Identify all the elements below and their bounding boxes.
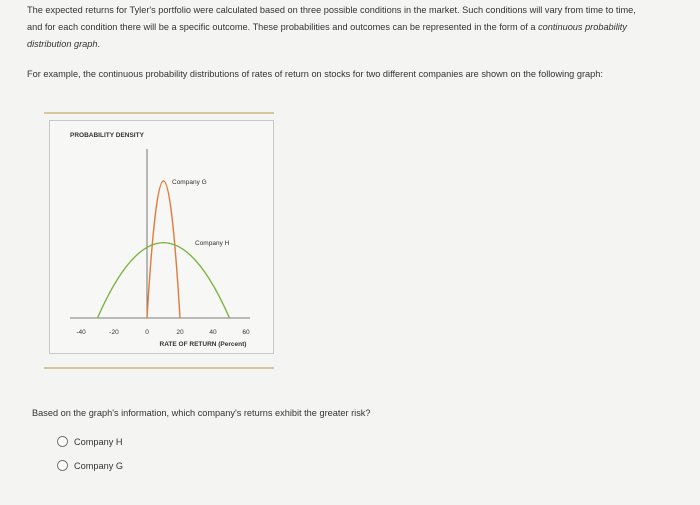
company-g-label: Company G <box>172 179 207 186</box>
company-h-label: Company H <box>195 240 230 247</box>
x-tick-label: 20 <box>176 329 184 336</box>
intro-line-3-italic: distribution graph <box>27 39 98 49</box>
company-h-curve <box>98 243 230 318</box>
x-tick-label: -20 <box>109 329 119 336</box>
x-tick-label: 60 <box>242 329 250 336</box>
company-g-curve <box>147 181 180 318</box>
intro-line-3-end: . <box>97 39 101 49</box>
x-tick-label: 0 <box>145 329 149 336</box>
intro-line-2-italic: continuous probability <box>538 22 627 32</box>
figure-bottom-rule <box>44 367 274 369</box>
intro-line-1: The expected returns for Tyler's portfolio were calculated based on three possible conditions in the market. Such conditions will vary from time to time, <box>27 5 636 15</box>
option-company-g-label: Company G <box>74 460 124 471</box>
option-company-g[interactable] <box>57 460 123 471</box>
option-company-h[interactable] <box>57 436 123 447</box>
y-axis-label: PROBABILITY DENSITY <box>70 132 144 139</box>
x-axis-label: RATE OF RETURN (Percent) <box>159 341 247 348</box>
intro-paragraph <box>27 2 699 53</box>
question-text: Based on the graph's information, which company's returns exhibit the greater risk? <box>32 408 371 418</box>
option-company-h-label: Company H <box>74 436 123 447</box>
example-paragraph: For example, the continuous probability distributions of rates of return on stocks for two different companies are shown on the following graph: <box>27 69 603 79</box>
probability-chart <box>49 120 274 354</box>
chart-svg <box>50 121 273 353</box>
figure-top-rule <box>44 112 274 114</box>
intro-line-2: and for each condition there will be a specific outcome. These probabilities and outcomes can be represented in the form of a <box>27 22 539 32</box>
x-tick-label: 40 <box>209 329 217 336</box>
radio-company-h[interactable] <box>57 436 68 447</box>
x-tick-label: -40 <box>76 329 86 336</box>
radio-company-g[interactable] <box>57 460 68 471</box>
